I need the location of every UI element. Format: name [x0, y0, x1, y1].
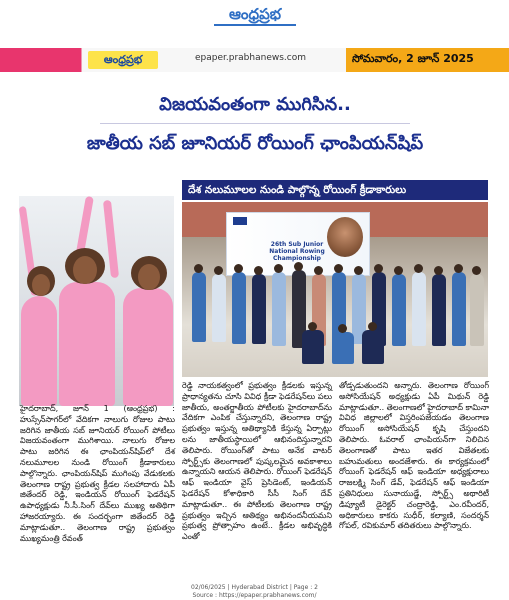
person [232, 272, 246, 344]
person-head [454, 264, 463, 273]
banner-logo [233, 217, 247, 225]
person-head [374, 264, 383, 273]
group-photo [182, 202, 488, 377]
masthead [0, 0, 509, 30]
footer-page-info: 02/06/2025 | Hyderabad District | Page : 2 [191, 584, 318, 591]
person [432, 274, 446, 346]
person-head [214, 266, 223, 275]
person [452, 272, 466, 346]
person [272, 272, 286, 346]
person-head [234, 264, 243, 273]
article-column-1: హైదరాబాద్, జూన్ 1 (ఆంధ్రప్రభ) : హుస్సేన్‌సాగర్‌లో వేదికగా నాలుగు రోజుల పాటు జరిగిన జాతీయ సబ్ జూనియర్ రోయింగ్ పోటీలు విజయవంతంగా ముగిశాయి. నాలుగు రోజుల పాటు జరిగిన ఈ ఛాంపియన్‌షిప్‌లో దేశ నలుమూలల నుండి రోయింగ్ క్రీడాకారులు పాల్గొన్నారు. ఛాంపియన్‌షిప్ ముగింపు వేడుకలకు తెలంగాణ రాష్ట్ర ప్రభుత్వ క్రీడల సలహాదారు ఏపీ జితేందర్ రెడ్డి, ఇండియన్ రోయింగ్ ఫెడరేషన్ ఉపాధ్యక్షుడు నీ.సీ.సింగ్ దేవ్‌లు ముఖ్య అతిథిగా హాజరయ్యారు. ఈ సందర్భంగా జితేందర్ రెడ్డి మాట్లాడుతూ.. తెలంగాణ రాష్ట్ర ప్రభుత్వం ముఖ్యమంత్రి రేవంత్ [20, 404, 175, 543]
person-kneeling [362, 330, 384, 364]
masthead-logo[interactable]: ఆంధ్రప్రభ [214, 4, 296, 26]
person-head [314, 266, 323, 275]
person-head [434, 266, 443, 275]
banner-title: 26th Sub Junior National Rowing Championship [269, 241, 325, 262]
person [412, 272, 426, 346]
strip-brand-logo: ఆంధ్రప్రభ [88, 51, 158, 69]
person-head [308, 322, 317, 331]
footer-source[interactable]: Source : https://epaper.prabhanews.com/ [192, 592, 317, 599]
headline-line-1: విజయవంతంగా ముగిసిన.. [159, 94, 351, 115]
person-head [294, 262, 303, 271]
article-column-3: తోడ్పడుతుందని అన్నారు. తెలంగాణ రోయింగ్ అసోసియేషన్ అధ్యక్షుడు ఏపీ మిథున్ రెడ్డి మాట్లాడుతూ.. తెలంగాణలో హైదరాబాద్ కామినా వివిధ జిల్లాలలో విస్తరింపజేయడం తెలంగాణ రోయింగ్ అసోసియేషన్ కృషి చేస్తుందని తెలిపారు. ఓవరాల్ ఛాంపియన్‌గా నిలిచిన తెలంగాణతో పాటు ఇతర విజేతలకు బహుమతులు అందజేశారు. ఈ కార్యక్రమంలో రోయింగ్ ఫెడరేషన్ ఆఫ్ ఇండియా అధ్యక్షురాలు రాజలక్ష్మి సింగ్ డేవ్, ఫెడరేషన్ ఆఫ్ ఇండియా ప్రతినిధులు సునాయుడ్జే, స్పోర్ట్స్ అథారిటీ డిప్యూటీ డైరెక్టర్ చంద్రారెడ్డి, ఎం.రవీందర్, అధికారులు కాకరు సుధీర్, కల్యాణి, సందర్శన్ గోపల్, రవికుమార్ తదితరులు పాల్గొన్నారు. [339, 381, 490, 531]
person-head [414, 264, 423, 273]
person-head [338, 324, 347, 333]
person [212, 274, 226, 342]
person-head [472, 266, 481, 275]
athlete-face [73, 256, 97, 284]
epaper-url[interactable]: epaper.prabhanews.com [195, 53, 306, 63]
athlete-face [32, 274, 50, 296]
issue-date: సోమవారం, 2 జూన్ 2025 [352, 52, 474, 65]
person-head [394, 266, 403, 275]
athlete-figure [123, 288, 173, 406]
person-head [334, 264, 343, 273]
article-column-2: రెడ్డి నాయకత్వంలో ప్రభుత్వం క్రీడలకు ఇస్తున్న ప్రాధాన్యతను చూసి వివిధ క్రీడా ఫెడరేషన్‌లు పలు జాతీయ, అంతర్జాతీయ పోటీలకు హైదరాబాద్‌ను వేదికగా ఎంపిక చేస్తున్నారని, తెలంగాణ రాష్ట్ర ప్రభుత్వం ఇస్తున్న ఆతిథ్యానికి కేస్తున్న ఏర్పాట్లు లను జాతీయస్థాయిలో ఆభినందిస్తున్నారని తెలిపారు. రోయింగ్‌తో పాటు అనేక వాటర్ స్పోర్ట్స్‌కు తెలంగాణలో పుష్కలమైన అవకాశాలు ఉన్నాయని ఆయన తెలిపారు. రోయింగ్ ఫెడరేషన్ ఆఫ్ ఇండియా వైస్ ప్రెసిడెంట్, ఇండియన్ ఫెడరేషన్ కోశాధికారి సీసీ సింగ్ దేవ్ మాట్లాడుతూ.. ఈ పోటీలకు తెలంగాణ రాష్ట్ర ప్రభుత్వం ఇచ్చిన ఆతిథ్యం అభినందనీయమని ప్రభుత్వ ప్రోత్సాహం ఉంటే.. క్రీడల అభివృద్ధికి ఎంతో [182, 381, 332, 542]
person [192, 272, 206, 342]
person-head [254, 266, 263, 275]
person [392, 274, 406, 346]
headline-line-2: జాతీయ సబ్ జూనియర్ రోయింగ్ ఛాంపియన్‌షిప్ [86, 133, 424, 154]
person-kneeling [332, 332, 354, 364]
person [252, 274, 266, 344]
athletes-photo [19, 196, 174, 406]
athlete-figure [21, 296, 57, 406]
person [470, 274, 484, 346]
headline-divider [100, 123, 410, 124]
person-head [368, 322, 377, 331]
banner-portrait [327, 217, 363, 257]
photo-subhead: దేశ నలుమూలల నుండి పాల్గొన్న రోయింగ్ క్రీడాకారులు [182, 180, 488, 200]
person-kneeling [302, 330, 324, 364]
athlete-figure [59, 282, 115, 406]
header-strip [0, 48, 509, 72]
athlete-face [138, 264, 160, 290]
page-footer [0, 584, 509, 600]
person-head [194, 264, 203, 273]
person-head [274, 264, 283, 273]
athlete-raised-arm [103, 200, 119, 278]
person-head [354, 266, 363, 275]
